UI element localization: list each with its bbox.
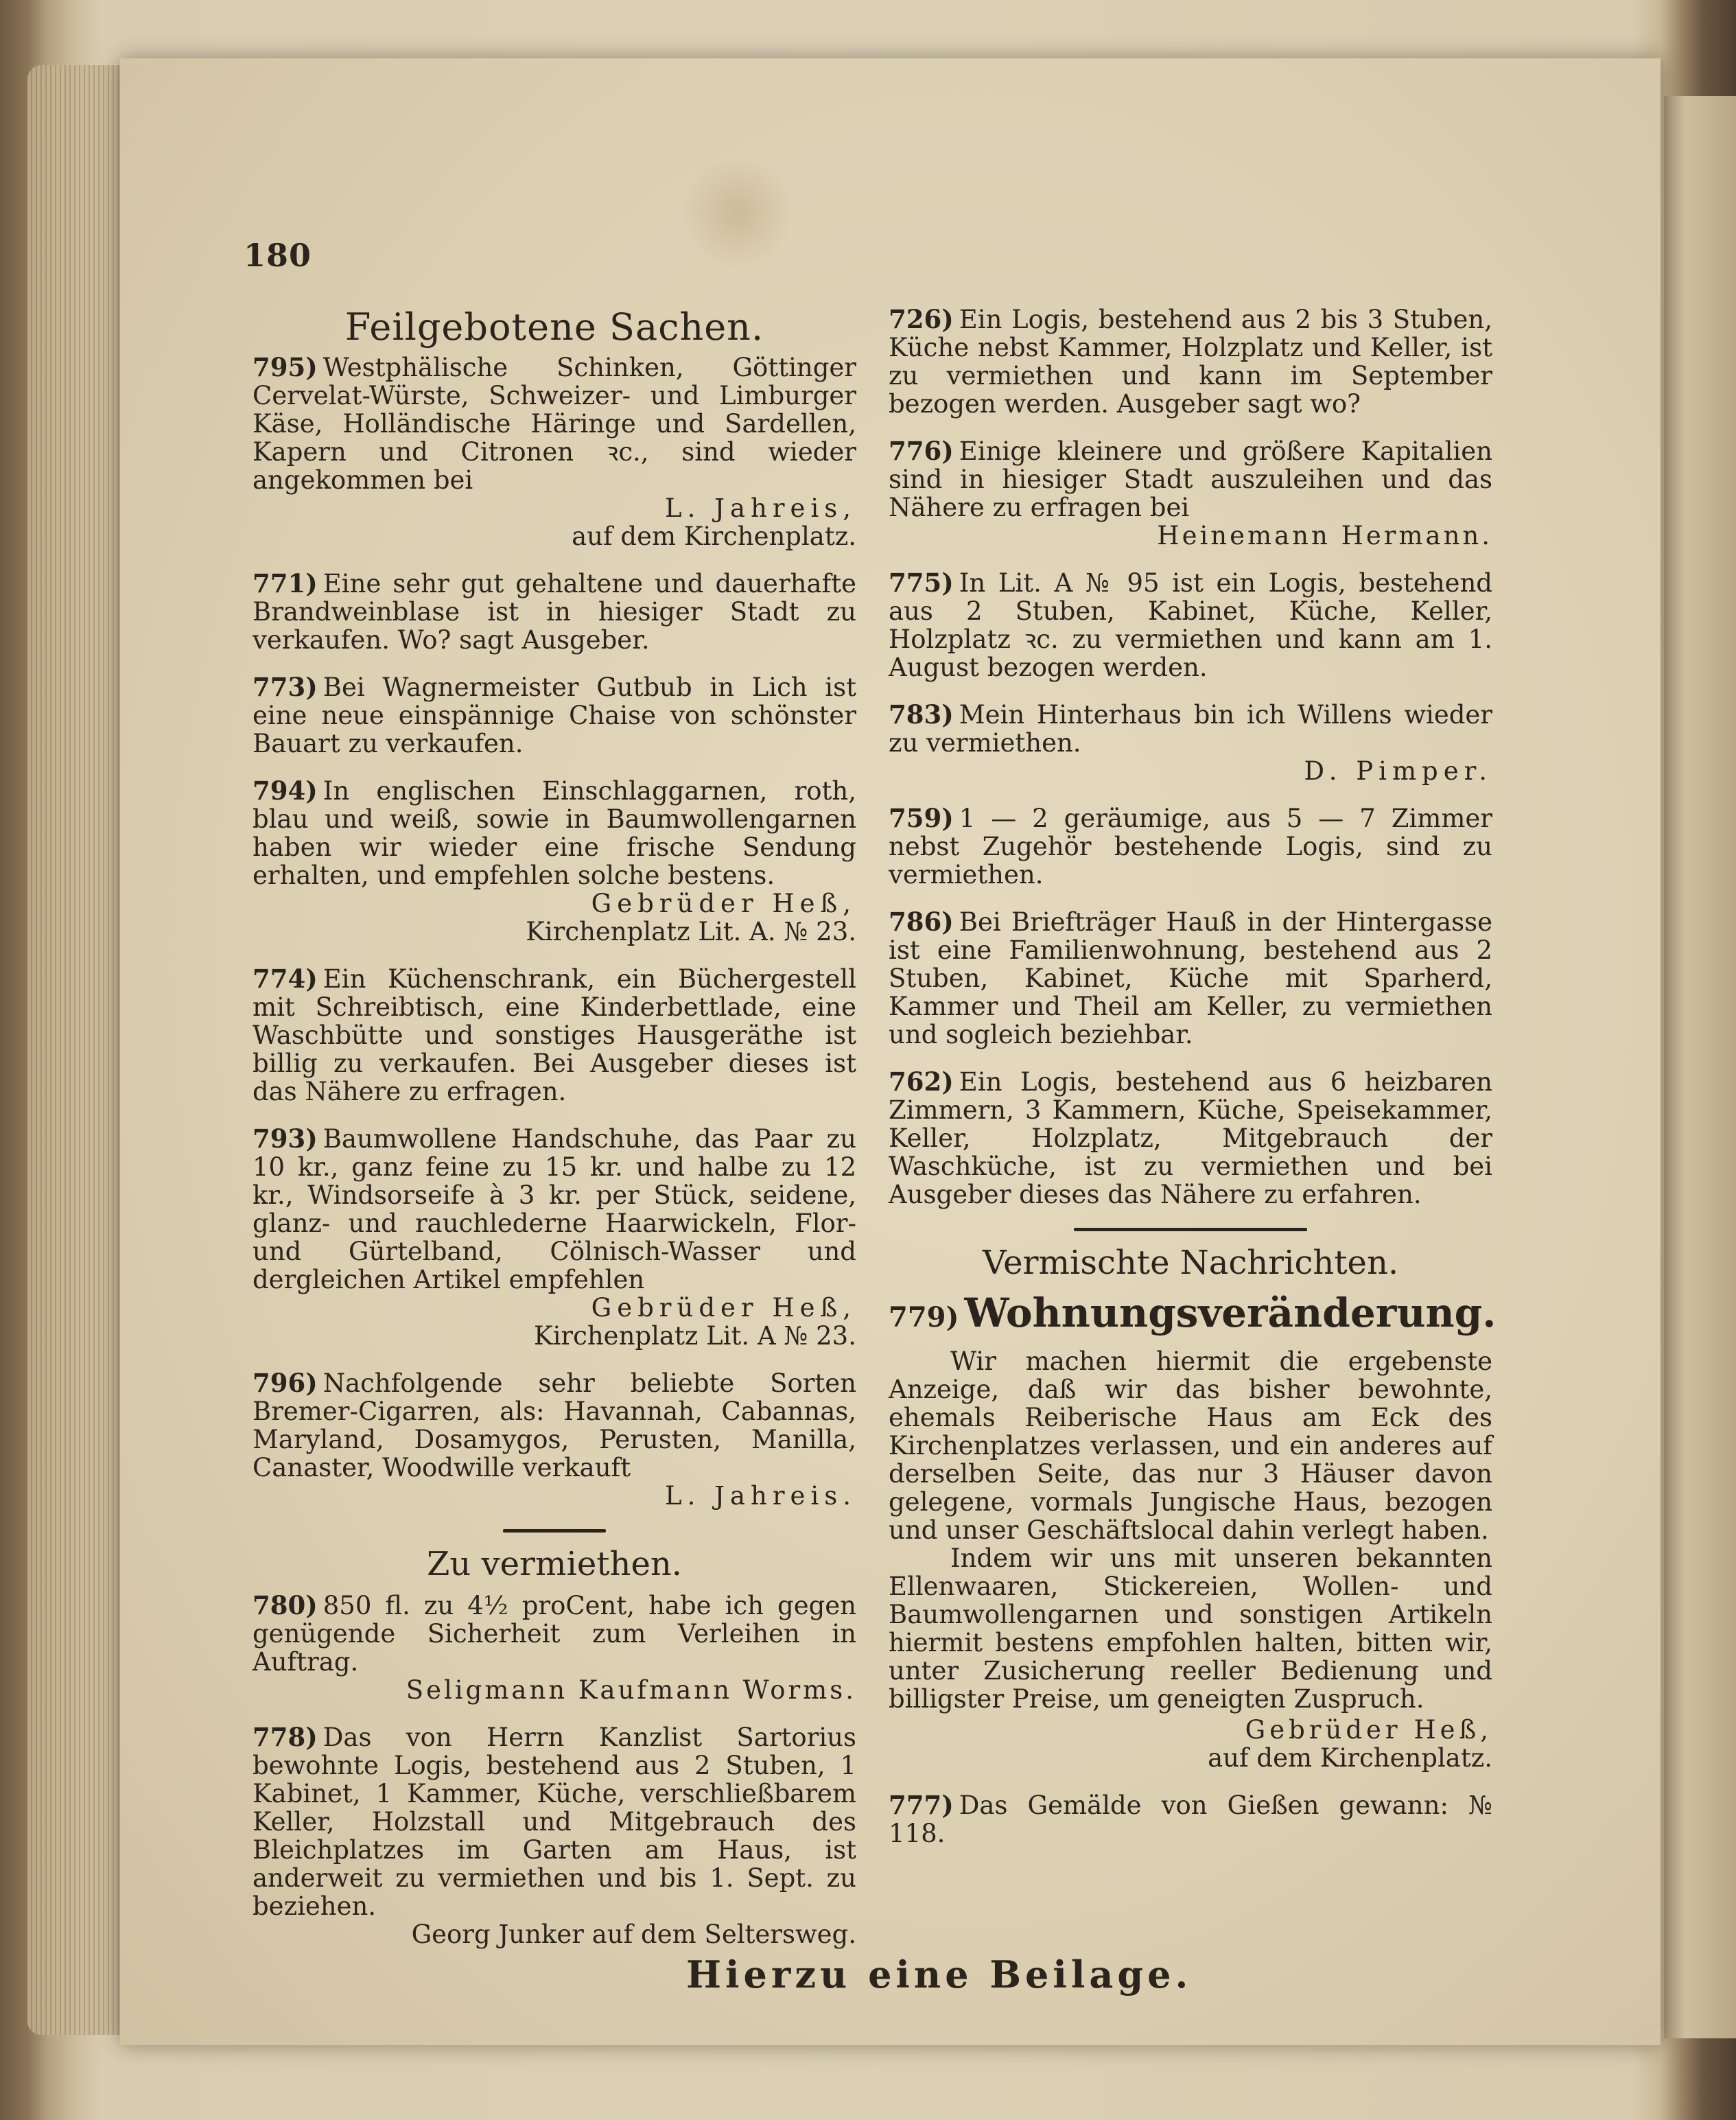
- ad-text: Einige kleinere und größere Kapitalien sind in hiesiger Stadt auszuleihen und das Nähere zu erfragen bei: [889, 436, 1492, 522]
- section-divider: [1074, 1228, 1307, 1231]
- footer-supplement-note: Hierzu eine Beilage.: [686, 1953, 1193, 1996]
- ad-signature: L. Jahreis,: [665, 493, 856, 523]
- ad-signature-address: auf dem Kirchenplatz.: [572, 522, 856, 551]
- ad-signature-address: Georg Junker auf dem Seltersweg.: [411, 1920, 856, 1949]
- ad-number: 777): [889, 1790, 954, 1820]
- ad-774: [253, 965, 856, 1106]
- ad-number: 786): [889, 907, 954, 937]
- ad-text: Ein Küchenschrank, ein Büchergestell mit Schreibtisch, eine Kinderbettlade, eine Waschbütte und sonstiges Hausgeräthe ist billig zu verkaufen. Bei Ausgeber dieses ist das Nähere zu erfragen.: [253, 964, 856, 1106]
- ad-number: 774): [253, 964, 318, 994]
- notice-paragraph-1: Wir machen hiermit die ergebenste Anzeige, daß wir das bisher bewohnte, ehemals Reiberische Haus am Eck des Kirchenplatzes verlassen, und ein anderes auf derselben Seite, das nur 3 Häuser davon gelegene, vormals Jungische Haus, bezogen und unser Geschäftslocal dahin verlegt haben.: [889, 1347, 1492, 1545]
- ad-number: 726): [889, 304, 954, 334]
- heading-vermischte-nachrichten: Vermischte Nachrichten.: [982, 1244, 1399, 1282]
- ad-786: [889, 908, 1492, 1049]
- ad-text: Das von Herrn Kanzlist Sartorius bewohnte Logis, bestehend aus 2 Stuben, 1 Kabinet, 1 Kammer, Küche, verschließbarem Keller, Holzstall und Mitgebrauch des Bleichplatzes im Garten am Haus, ist anderweit zu vermiethen und bis 1. Sept. zu beziehen.: [253, 1723, 856, 1921]
- ad-signature: Heinemann Hermann.: [1157, 521, 1492, 550]
- ad-number: 759): [889, 803, 954, 833]
- facing-page-edge: [1664, 96, 1736, 2038]
- ad-778: [253, 1723, 856, 1948]
- ad-759: [889, 804, 1492, 889]
- ad-text: Nachfolgende sehr beliebte Sorten Bremer-Cigarren, als: Havannah, Cabannas, Maryland, Dosamygos, Perusten, Manilla, Canaster, Woodwille verkauft: [253, 1368, 856, 1482]
- ad-776: [889, 437, 1492, 550]
- ad-number: 771): [253, 568, 318, 598]
- ad-number: 783): [889, 699, 954, 730]
- ad-796: [253, 1369, 856, 1510]
- left-column: [253, 305, 856, 1968]
- ad-text: Bei Wagnermeister Gutbub in Lich ist eine neue einspännige Chaise von schönster Bauart zu verkaufen.: [253, 673, 856, 758]
- page-edges: [27, 65, 124, 2035]
- ad-number: 794): [253, 776, 318, 806]
- ad-text: In englischen Einschlaggarnen, roth, blau und weiß, sowie in Baumwollengarnen haben wir wieder eine frische Sendung erhalten, und empfehlen solche bestens.: [253, 776, 856, 890]
- ad-text: Westphälische Schinken, Göttinger Cervelat-Würste, Schweizer- und Limburger Käse, Holländische Häringe und Sardellen, Kapern und Citronen ꝛc., sind wieder angekommen bei: [253, 353, 856, 495]
- ad-number: 793): [253, 1123, 318, 1154]
- ad-text: Baumwollene Handschuhe, das Paar zu 10 kr., ganz feine zu 15 kr. und halbe zu 12 kr., Windsorseife à 3 kr. per Stück, seidene, glanz- und rauchlederne Haarwickeln, Flor- und Gürtelband, Cölnisch-Wasser und dergleichen Artikel empfehlen: [253, 1124, 856, 1294]
- ad-793: [253, 1125, 856, 1350]
- ad-number: 780): [253, 1590, 318, 1620]
- ad-text: 850 fl. zu 4½ proCent, habe ich gegen genügende Sicherheit zum Verleihen in Auftrag.: [253, 1591, 856, 1677]
- notice-number: 779): [889, 1301, 959, 1333]
- ad-signature: L. Jahreis.: [665, 1481, 856, 1511]
- ad-783: [889, 701, 1492, 785]
- ad-number: 796): [253, 1368, 318, 1398]
- right-column: [889, 304, 1497, 1867]
- ad-number: 773): [253, 672, 318, 702]
- ad-number: 778): [253, 1722, 318, 1752]
- heading-zu-vermiethen: Zu vermiethen.: [426, 1545, 683, 1583]
- ad-text: Das Gemälde von Gießen gewann: № 118.: [889, 1791, 1492, 1848]
- ad-signature: D. Pimper.: [1304, 756, 1492, 786]
- ad-773: [253, 673, 856, 758]
- ad-signature-address: Kirchenplatz Lit. A № 23.: [533, 1321, 856, 1351]
- notice-title: Wohnungsveränderung.: [964, 1290, 1497, 1336]
- heading-feilgebotene-sachen: Feilgebotene Sachen.: [344, 305, 764, 349]
- ad-777: [889, 1791, 1492, 1848]
- notice-heading: [889, 1290, 1497, 1340]
- ad-number: 762): [889, 1067, 954, 1097]
- ad-signature: Gebrüder Heß,: [591, 889, 856, 918]
- ad-text: Ein Logis, bestehend aus 2 bis 3 Stuben, Küche nebst Kammer, Holzplatz und Keller, ist zu vermiethen und kann im September bezogen werden. Ausgeber sagt wo?: [889, 305, 1492, 419]
- ad-signature: Gebrüder Heß,: [591, 1293, 856, 1323]
- ad-text: Bei Briefträger Hauß in der Hintergasse ist eine Familienwohnung, bestehend aus 2 Stuben, Kabinet, Küche mit Sparherd, Kammer und Theil am Keller, zu vermiethen und sogleich beziehbar.: [889, 907, 1492, 1049]
- section-divider: [503, 1529, 606, 1533]
- ad-text: Mein Hinterhaus bin ich Willens wieder zu vermiethen.: [889, 700, 1492, 758]
- ad-text: 1 — 2 geräumige, aus 5 — 7 Zimmer nebst Zugehör bestehende Logis, sind zu vermiethen.: [889, 804, 1492, 889]
- ad-text: Eine sehr gut gehaltene und dauerhafte Brandweinblase ist in hiesiger Stadt zu verkaufen. Wo? sagt Ausgeber.: [253, 569, 856, 655]
- ad-text: Ein Logis, bestehend aus 6 heizbaren Zimmern, 3 Kammern, Küche, Speisekammer, Keller, Holzplatz, Mitgebrauch der Waschküche, ist zu vermiethen und bei Ausgeber dieses das Nähere zu erfahren.: [889, 1067, 1492, 1209]
- ad-762: [889, 1068, 1492, 1209]
- ad-number: 775): [889, 568, 954, 598]
- ad-726: [889, 305, 1492, 418]
- ad-number: 776): [889, 436, 954, 466]
- paper-stain: [683, 154, 793, 271]
- page-number: 180: [244, 237, 312, 274]
- notice-signature-address: auf dem Kirchenplatz.: [1208, 1743, 1492, 1773]
- notice-paragraph-2: Indem wir uns mit unseren bekannten Ellenwaaren, Stickereien, Wollen- und Baumwollengarnen und sonstigen Artikeln hiermit bestens empfohlen halten, bitten wir, unter Zusicherung reeller Bedienung und billigster Preise, um geneigten Zuspruch.: [889, 1544, 1492, 1714]
- ad-775: [889, 569, 1492, 682]
- ad-signature: Seligmann Kaufmann Worms.: [406, 1675, 856, 1705]
- ad-text: In Lit. A № 95 ist ein Logis, bestehend aus 2 Stuben, Kabinet, Küche, Keller, Holzplatz ꝛc. zu vermiethen und kann am 1. August bezogen werden.: [889, 568, 1492, 682]
- ad-771: [253, 570, 856, 654]
- notice-signature: Gebrüder Heß,: [1245, 1715, 1492, 1745]
- ad-780: [253, 1592, 856, 1704]
- ad-signature-address: Kirchenplatz Lit. A. № 23.: [526, 917, 856, 946]
- ad-794: [253, 777, 856, 946]
- ad-795: [253, 353, 856, 550]
- ad-number: 795): [253, 352, 318, 382]
